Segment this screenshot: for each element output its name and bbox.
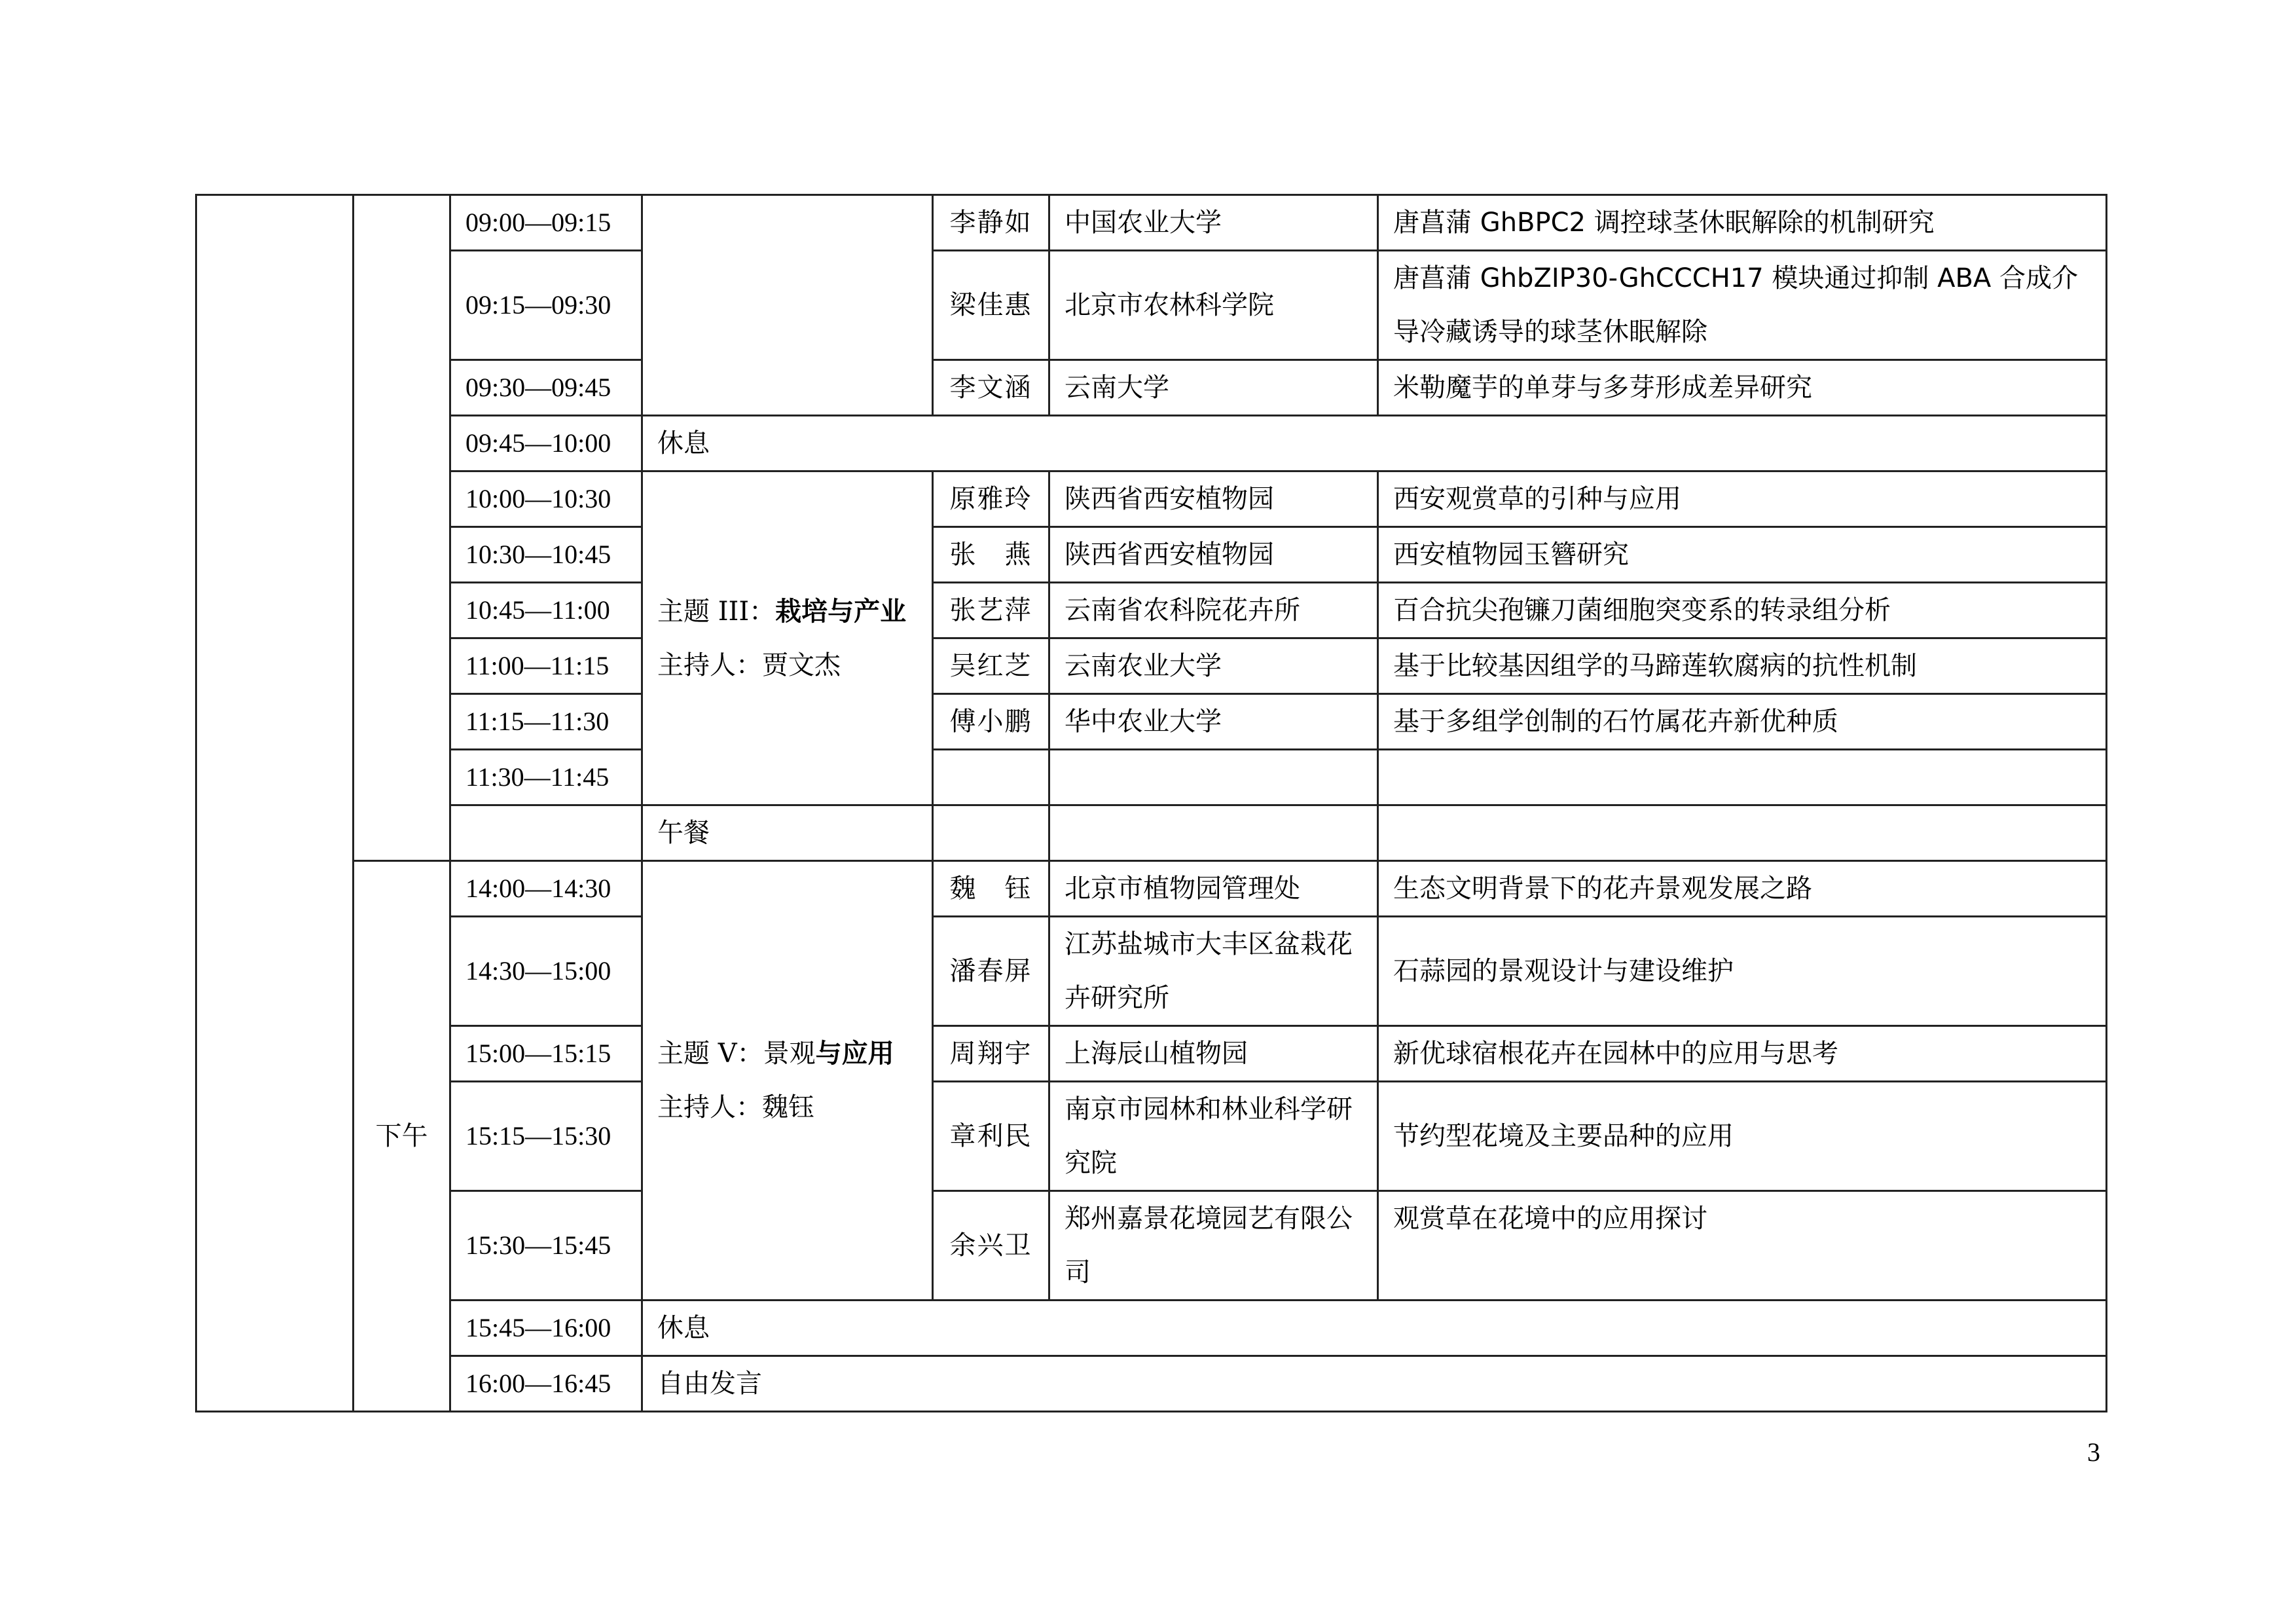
- table-row: [196, 1082, 2107, 1191]
- talk-topic: 观赏草在花境中的应用探讨: [1378, 1191, 2107, 1301]
- institution: 郑州嘉景花境园艺有限公司: [1049, 1191, 1378, 1301]
- speaker-name: 吴红芝: [933, 638, 1049, 694]
- session-host: 主持人：魏钰: [657, 1092, 814, 1122]
- time-cell: 14:30—15:00: [450, 917, 642, 1026]
- time-cell: 15:00—15:15: [450, 1026, 642, 1082]
- speaker-name: 潘春屏: [933, 917, 1049, 1026]
- table-row: [196, 917, 2107, 1026]
- speaker-name: 余兴卫: [933, 1191, 1049, 1301]
- break-row: [196, 416, 2107, 471]
- page-number: 3: [2087, 1437, 2100, 1467]
- time-cell: 10:00—10:30: [450, 471, 642, 527]
- free-speech-label: 自由发言: [642, 1356, 2107, 1412]
- table-row: [196, 638, 2107, 694]
- session-title: 主题 V：景观与应用: [657, 1039, 894, 1069]
- session-cell-empty: [642, 195, 933, 416]
- institution: 云南农业大学: [1049, 638, 1378, 694]
- session-host: 主持人：贾文杰: [657, 650, 841, 680]
- time-cell: 16:00—16:45: [450, 1356, 642, 1412]
- speaker-name: 梁佳惠: [933, 251, 1049, 360]
- time-cell-empty: [450, 805, 642, 861]
- speaker-name: [933, 750, 1049, 805]
- schedule-table: [195, 194, 2107, 1412]
- speaker-name: 章利民: [933, 1082, 1049, 1191]
- free-speech-row: [196, 1356, 2107, 1412]
- speaker-name: 李静如: [933, 195, 1049, 251]
- break-label: 休息: [642, 416, 2107, 471]
- institution: [1049, 750, 1378, 805]
- time-cell: 09:45—10:00: [450, 416, 642, 471]
- time-cell: 09:30—09:45: [450, 360, 642, 416]
- talk-topic: 基于比较基因组学的马蹄莲软腐病的抗性机制: [1378, 638, 2107, 694]
- institution: 南京市园林和林业科学研究院: [1049, 1082, 1378, 1191]
- table-row: [196, 251, 2107, 360]
- time-cell: 15:15—15:30: [450, 1082, 642, 1191]
- talk-topic: 新优球宿根花卉在园林中的应用与思考: [1378, 1026, 2107, 1082]
- institution: 华中农业大学: [1049, 694, 1378, 750]
- talk-topic: 西安观赏草的引种与应用: [1378, 471, 2107, 527]
- table-row: [196, 195, 2107, 251]
- speaker-name: 张艺萍: [933, 583, 1049, 638]
- talk-topic: 节约型花境及主要品种的应用: [1378, 1082, 2107, 1191]
- institution: 陕西省西安植物园: [1049, 527, 1378, 583]
- empty-cell: [933, 805, 1049, 861]
- speaker-name: 周翔宇: [933, 1026, 1049, 1082]
- session-title: 主题 III：栽培与产业: [657, 596, 907, 627]
- institution: 北京市农林科学院: [1049, 251, 1378, 360]
- institution: 云南大学: [1049, 360, 1378, 416]
- time-cell: 09:00—09:15: [450, 195, 642, 251]
- talk-topic: 西安植物园玉簪研究: [1378, 527, 2107, 583]
- table-row: [196, 694, 2107, 750]
- table-row: [196, 583, 2107, 638]
- talk-topic: [1378, 750, 2107, 805]
- speaker-name: 李文涵: [933, 360, 1049, 416]
- table-row: [196, 861, 2107, 917]
- empty-cell: [1049, 805, 1378, 861]
- talk-topic: 米勒魔芋的单芽与多芽形成差异研究: [1378, 360, 2107, 416]
- table-row: [196, 471, 2107, 527]
- lunch-row: [196, 805, 2107, 861]
- talk-topic: 基于多组学创制的石竹属花卉新优种质: [1378, 694, 2107, 750]
- table-row: [196, 1191, 2107, 1301]
- time-cell: 11:00—11:15: [450, 638, 642, 694]
- speaker-name: 原雅玲: [933, 471, 1049, 527]
- institution: 陕西省西安植物园: [1049, 471, 1378, 527]
- speaker-name: 张 燕: [933, 527, 1049, 583]
- break-row: [196, 1301, 2107, 1356]
- session-3-info: [642, 471, 933, 805]
- lunch-label: 午餐: [642, 805, 933, 861]
- talk-topic: 唐菖蒲 GhbZIP30-GhCCCH17 模块通过抑制 ABA 合成介导冷藏诱导的球茎休眠解除: [1378, 251, 2107, 360]
- talk-topic: 石蒜园的景观设计与建设维护: [1378, 917, 2107, 1026]
- table-row: [196, 750, 2107, 805]
- institution: 北京市植物园管理处: [1049, 861, 1378, 917]
- institution: 上海辰山植物园: [1049, 1026, 1378, 1082]
- speaker-name: 魏 钰: [933, 861, 1049, 917]
- empty-cell: [1378, 805, 2107, 861]
- time-cell: 11:15—11:30: [450, 694, 642, 750]
- period-cell-morning: [354, 195, 450, 861]
- time-cell: 14:00—14:30: [450, 861, 642, 917]
- table-row: [196, 527, 2107, 583]
- talk-topic: 唐菖蒲 GhBPC2 调控球茎休眠解除的机制研究: [1378, 195, 2107, 251]
- time-cell: 11:30—11:45: [450, 750, 642, 805]
- time-cell: 15:30—15:45: [450, 1191, 642, 1301]
- date-cell: [196, 195, 354, 1412]
- break-label: 休息: [642, 1301, 2107, 1356]
- institution: 中国农业大学: [1049, 195, 1378, 251]
- time-cell: 10:45—11:00: [450, 583, 642, 638]
- talk-topic: 百合抗尖孢镰刀菌细胞突变系的转录组分析: [1378, 583, 2107, 638]
- table-row: [196, 360, 2107, 416]
- institution: 江苏盐城市大丰区盆栽花卉研究所: [1049, 917, 1378, 1026]
- talk-topic: 生态文明背景下的花卉景观发展之路: [1378, 861, 2107, 917]
- session-5-info: [642, 861, 933, 1301]
- table-row: [196, 1026, 2107, 1082]
- time-cell: 10:30—10:45: [450, 527, 642, 583]
- institution: 云南省农科院花卉所: [1049, 583, 1378, 638]
- speaker-name: 傅小鹏: [933, 694, 1049, 750]
- period-cell-afternoon: 下午: [354, 861, 450, 1412]
- time-cell: 09:15—09:30: [450, 251, 642, 360]
- time-cell: 15:45—16:00: [450, 1301, 642, 1356]
